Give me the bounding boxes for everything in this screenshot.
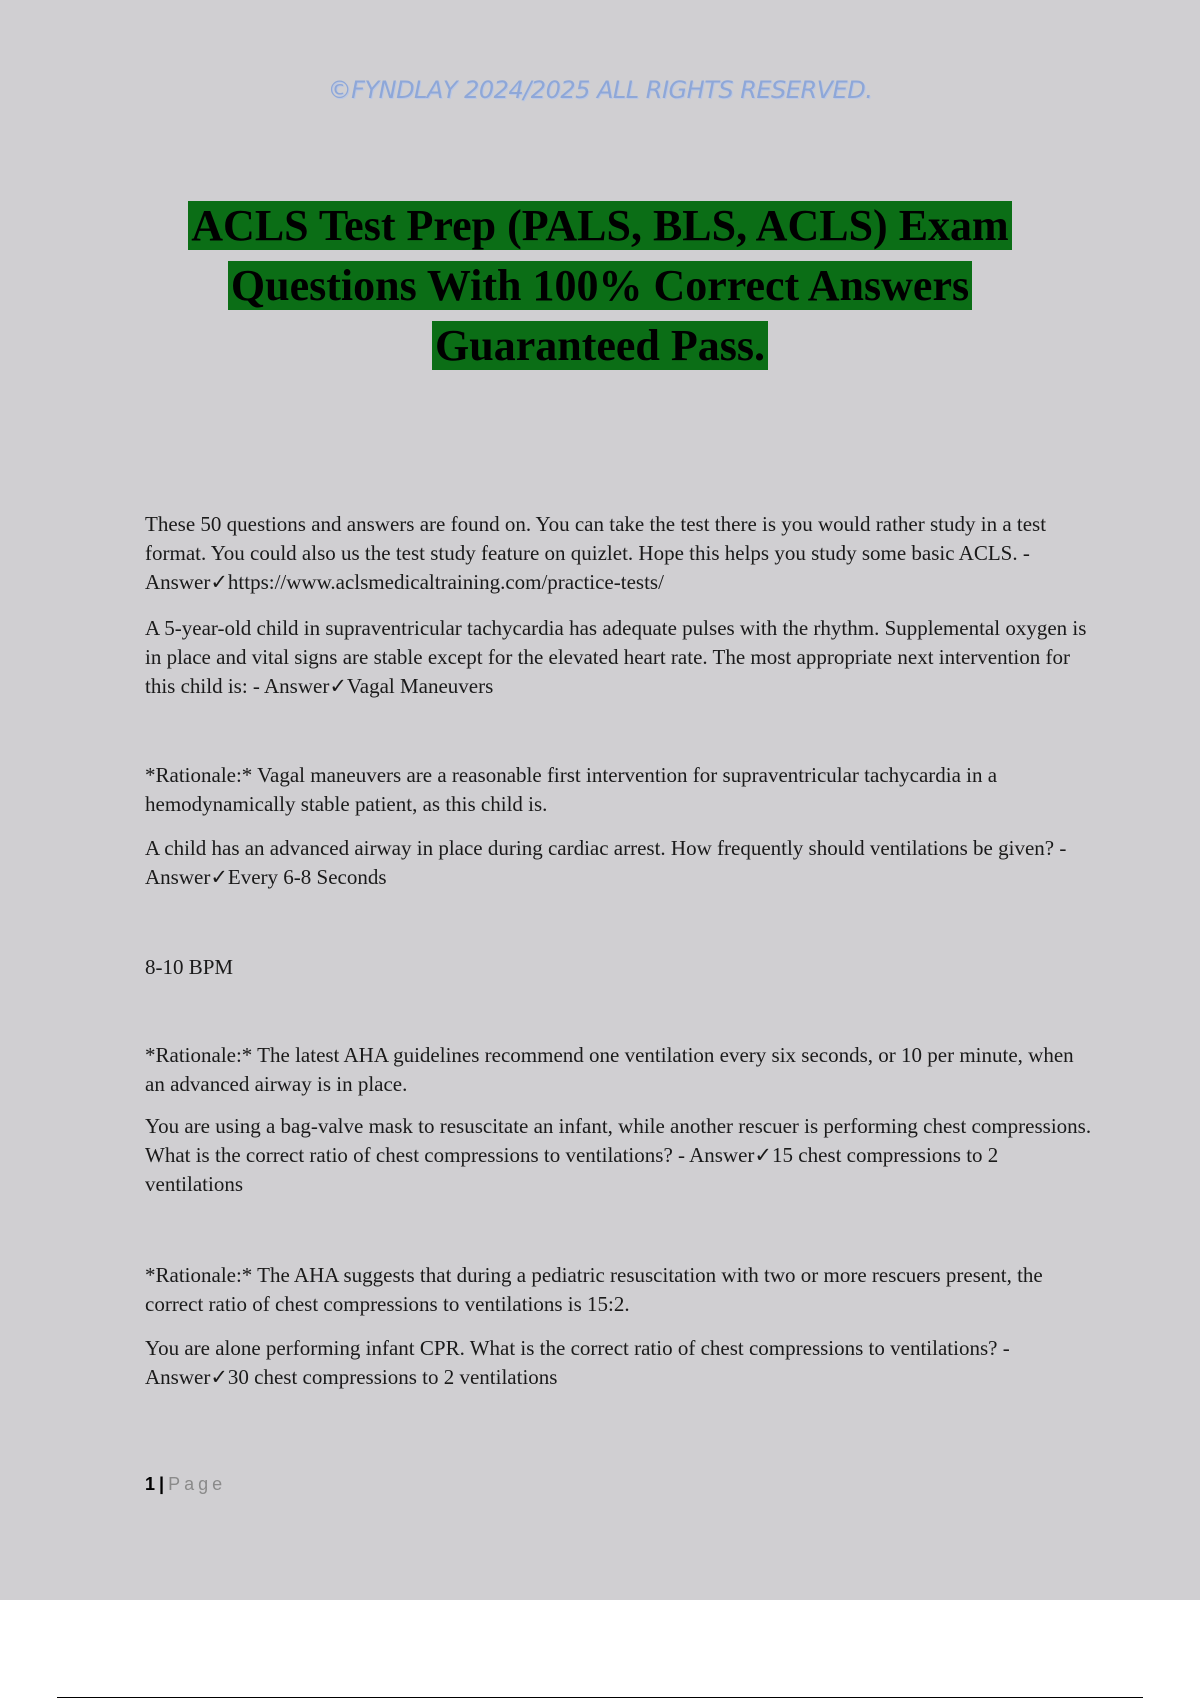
page-footer: [145, 1474, 226, 1495]
question-bag-valve-ratio: You are using a bag-valve mask to resuscitate an infant, while another rescuer is performing chest compressions. What is the correct ratio of chest compressions to ventilations? - Answer✓15 chest compressions to 2 ventilations: [145, 1114, 1092, 1196]
intro-paragraph: These 50 questions and answers are found on. You can take the test there is you would rather study in a test format. You could also us the test study feature on quizlet. Hope this helps you study some basic ACLS. - Answer✓https://www.aclsmedicaltraining.com/practice-tests/: [145, 512, 1047, 594]
rationale-ventilation-rate: *Rationale:* The latest AHA guidelines recommend one ventilation every six seconds, or 10 per minute, when an advanced airway is in place.: [145, 1043, 1074, 1096]
question-ventilation-rate: A child has an advanced airway in place during cardiac arrest. How frequently should ventilations be given? - Answer✓Every 6-8 Seconds: [145, 836, 1067, 889]
rationale-ratio: *Rationale:* The AHA suggests that during a pediatric resuscitation with two or more rescuers present, the correct ratio of chest compressions to ventilations is 15:2.: [145, 1263, 1043, 1316]
next-page-divider: [57, 1697, 1143, 1698]
footer-separator: |: [159, 1474, 165, 1494]
copyright-watermark: ©FYNDLAY 2024/2025 ALL RIGHTS RESERVED.: [327, 76, 873, 104]
question-infant-cpr-ratio: You are alone performing infant CPR. What is the correct ratio of chest compressions to ventilations? - Answer✓30 chest compressions to 2 ventilations: [145, 1336, 1010, 1389]
document-title: [100, 196, 1100, 376]
title-line-3: Guaranteed Pass.: [432, 321, 768, 370]
page-number: 1: [145, 1474, 156, 1494]
answer-note-bpm: 8-10 BPM: [145, 955, 234, 979]
rationale-svt: *Rationale:* Vagal maneuvers are a reasonable first intervention for supraventricular tachycardia in a hemodynamically stable patient, as this child is.: [145, 763, 998, 816]
title-line-1: ACLS Test Prep (PALS, BLS, ACLS) Exam: [188, 201, 1011, 250]
question-svt: A 5-year-old child in supraventricular tachycardia has adequate pulses with the rhythm. Supplemental oxygen is in place and vital signs are stable except for the elevated heart rate. The most appropriate next intervention for this child is: - Answer✓Vagal Maneuvers: [145, 616, 1087, 698]
title-line-2: Questions With 100% Correct Answers: [228, 261, 972, 310]
page-label: Page: [168, 1474, 227, 1494]
